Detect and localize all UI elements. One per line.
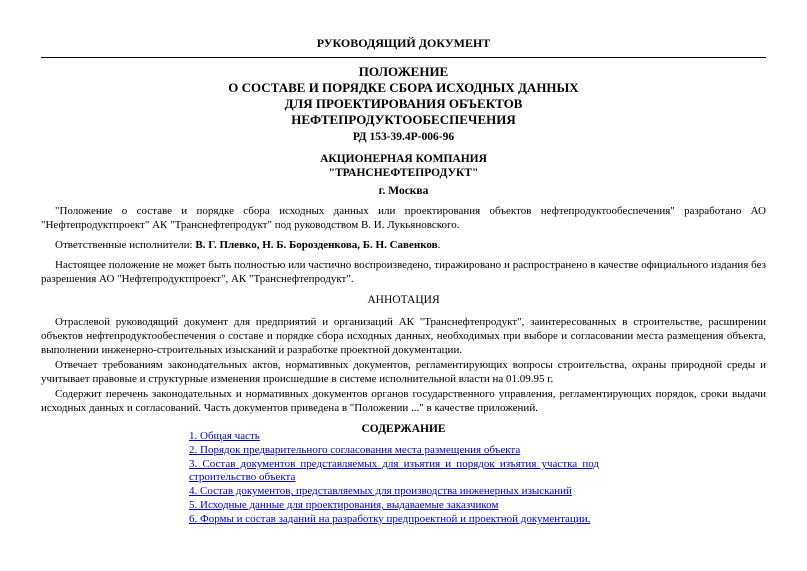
title-line-3: ДЛЯ ПРОЕКТИРОВАНИЯ ОБЪЕКТОВ	[284, 96, 523, 111]
company-line-1: АКЦИОНЕРНАЯ КОМПАНИЯ	[320, 153, 487, 165]
toc-link-6[interactable]: 6. Формы и состав заданий на разработку предпроектной и проектной документации.	[189, 512, 591, 525]
annotation-heading: АННОТАЦИЯ	[367, 294, 440, 306]
title-line-4: НЕФТЕПРОДУКТООБЕСПЕЧЕНИЯ	[291, 112, 516, 127]
company-line-2: "ТРАНСНЕФТЕПРОДУКТ"	[328, 167, 479, 179]
title-line-2: О СОСТАВЕ И ПОРЯДКЕ СБОРА ИСХОДНЫХ ДАННЫХ	[228, 80, 579, 95]
annotation-paragraph-2: Отвечает требованиям законодательных актов, нормативных документов, регламентирующих вопросы строительства, охраны природной среды и учитывает правовые и структурные изменения происшедшие в системе исполнительной власти на 01.09.95 г.	[41, 359, 766, 385]
annotation-paragraph-1: Отраслевой руководящий документ для предприятий и организаций АК "Транснефтепродукт", заинтересованных в строительстве, расширении объектов нефтепродуктообеспечения о составе и порядке сбора исходных данных, необходимых при выборе и согласовании места размещения объекта, выполнении инженерно-строительных изысканий и разработке проектной документации.	[41, 316, 766, 356]
document-code: РД 153-39.4Р-006-96	[352, 131, 455, 143]
document-title	[0, 64, 807, 128]
city: г. Москва	[378, 185, 429, 197]
toc-link-5[interactable]: 5. Исходные данные для проектирования, выдаваемые заказчиком	[189, 498, 499, 511]
toc-link-2[interactable]: 2. Порядок предварительного согласования места размещения объекта	[189, 443, 521, 456]
annotation-paragraph-3: Содержит перечень законодательных и нормативных документов органов государственного управления, регламентирующих порядок, сроки выдачи исходных данных и согласований. Часть документов приведена в "Положении ..." в качестве приложений.	[41, 388, 766, 414]
toc-link-3-continued[interactable]: строительство объекта	[189, 471, 296, 484]
executors-label: Ответственные исполнители:	[55, 239, 196, 251]
document-body	[41, 204, 766, 444]
intro-paragraph-1: "Положение о составе и порядке сбора исходных данных или проектирования объектов нефтепродуктообеспечения" разработано АО "Нефтепродуктпроект" АК "Транснефтепродукт" под руководством В. И. Лукьяновского.	[41, 205, 766, 231]
toc-heading: СОДЕРЖАНИЕ	[361, 423, 446, 435]
toc-link-4[interactable]: 4. Состав документов, представляемых для производства инженерных изысканий	[189, 485, 572, 498]
header-divider	[41, 57, 766, 58]
intro-paragraph-3: Настоящее положение не может быть полностью или частично воспроизведено, тиражировано и распространено в качестве официального издания без разрешения АО "Нефтепродуктпроект", АК "Транснефтепродукт".	[41, 259, 766, 285]
toc-link-1[interactable]: 1. Общая часть	[189, 430, 260, 442]
title-line-1: ПОЛОЖЕНИЕ	[358, 64, 449, 79]
executors-names: В. Г. Плевко, Н. Б. Борозденкова, Б. Н. Савенков	[195, 239, 438, 251]
company-name	[0, 152, 807, 180]
toc-link-3[interactable]: 3. Состав документов представляемых для изъятия и порядок изъятия участка под	[189, 457, 599, 470]
executors-end: .	[437, 239, 441, 251]
intro-paragraph-2	[41, 238, 766, 252]
document-kind: РУКОВОДЯЩИЙ ДОКУМЕНТ	[316, 36, 491, 50]
table-of-contents	[189, 430, 599, 527]
